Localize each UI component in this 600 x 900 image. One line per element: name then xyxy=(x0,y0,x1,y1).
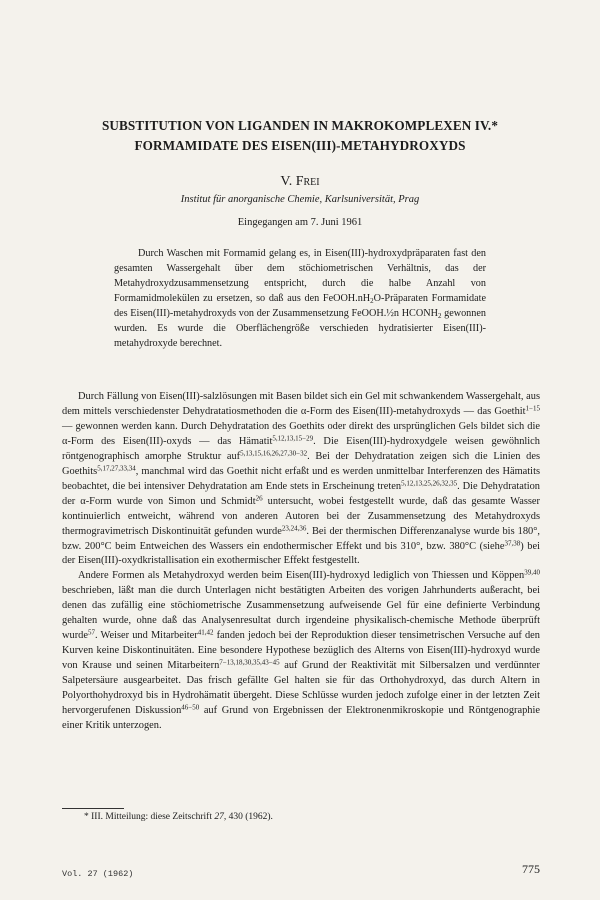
author: V. Frei xyxy=(280,174,320,189)
article-title xyxy=(40,116,560,156)
affiliation: Institut für anorganische Chemie, Karlsuniversität, Prag xyxy=(180,194,420,205)
title-line-2: FORMAMIDATE DES EISEN(III)-METAHYDROXYDS xyxy=(134,138,466,153)
footnote-divider xyxy=(62,808,124,809)
page-number: 775 xyxy=(522,862,540,876)
received-date: Eingegangen am 7. Juni 1961 xyxy=(237,217,363,228)
abstract-paragraph: Durch Waschen mit Formamid gelang es, in Eisen(III)-hydroxydpräparaten fast den gesamten Wassergehalt über dem stöchiometrischen Verhältnis, das der Metahydroxydzusammensetzung entspricht, durch die halbe Anzahl von Formamidmolekülen zu ersetzen, so daß aus den $FeOOH.nH_2O$-Präparaten Formamidate des Eisen(III)-metahydroxyds von der Zusammensetzung FeOOH.½n $HCONH_2$ gewonnen wurden. Es wurde die Oberflächengröße verschieden hydratisierter Eisen(III)-metahydroxyde berechnet. xyxy=(114,248,486,349)
article-body xyxy=(62,390,540,734)
title-line-1: SUBSTITUTION VON LIGANDEN IN MAKROKOMPLEXEN IV.* xyxy=(101,118,499,133)
body-paragraph-2: Andere Formen als Metahydroxyd werden beim Eisen(III)-hydroxyd lediglich von Thiessen und Köppen$^{39,40}$ beschrieben, läßt man die durch Unterlagen nicht bestätigten Arbeiten des vorigen Jahrhunderts außeracht, bei denen das zufällig eine stöchiometrische Zusammensetzung aufweisende Gel für eine definierte Verbindung gehalten wurde, ohne daß das Analysenresultat durch irgendeine physikalisch-chemische Methode überprüft wurde$^{57}$. Weiser und Mitarbeiter$^{41,42}$ fanden jedoch bei der Reproduktion dieser tensimetrischen Versuche auf den Kurven keine Diskontinuitäten. Eine besondere Hypothese bezüglich des Alterns von Eisen(III)-hydroxyd wurde von Krause und seinen Mitarbeitern$^{7-13,18,30,35,43-45}$ auf Grund der Reaktivität mit Silbersalzen und verdünnter Salpetersäure ausgearbeitet. Das frisch gefällte Gel halten sie für das Orthohydroxyd, das durch Altern in Polyorthohydroxyd bis in Hydrohämatit übergeht. Diese Schlüsse wurden jedoch zufolge einer in der letzten Zeit hervorgerufenen Diskussion$^{46-50}$ auf Grund von Ergebnissen der Elektronenmikroskopie und Röntgenographie einer Kritik unterzogen. xyxy=(62,568,540,731)
volume-label: Vol. 27 (1962) xyxy=(62,869,134,879)
abstract xyxy=(114,246,486,351)
footnote: * III. Mitteilung: diese Zeitschrift 27, 430 (1962). xyxy=(84,812,273,822)
body-paragraph-1: Durch Fällung von Eisen(III)-salzlösungen mit Basen bildet sich ein Gel mit schwankendem Wassergehalt, aus dem mittels verschiedenster Dehydratatiosmethoden die α-Form des Eisen(III)-metahydroxyds — das Goethit$^{1-15}$ — gewonnen werden kann. Durch Dehydratation des Goethits oder direkt des ursprünglichen Gels bildet sich die α-Form des Eisen(III)-oxyds — das Hämatit$^{5,12,13,15-29}$. Die Eisen(III)-hydroxydgele weisen gewöhnlich röntgenographisch amorphe Struktur auf$^{5,13,15,16,26,27,30-32}$. Bei der Dehydratation zeigen sich die Linien des Goethits$^{5,17,27,33,34}$, manchmal wird das Goethit nicht erfaßt und es werden unmittelbar Interferenzen des Hämatits beobachtet, die bei intensiver Dehydratation am Ende stets in Erscheinung treten$^{5,12,13,25,26,32,35}$. Die Dehydratation der α-Form wurde von Simon und Schmidt$^{26}$ untersucht, wobei festgestellt wurde, daß das gesamte Wasser kontinuierlich entweicht, während von anderen Autoren bei der Zusammensetzung des Metahydroxyds thermogravimetrisch Diskontinuität gefunden wurde$^{23,24,36}$. Bei der thermischen Differenzanalyse wurde bis 180°, bzw. 200°C beim Entweichen des Wassers ein endothermischer Effekt und bis 310°, bzw. 380°C (siehe$^{37,38}$) bei der Eisen(III)-oxydkristallisation ein exothermischer Effekt festgestellt. xyxy=(62,391,541,567)
